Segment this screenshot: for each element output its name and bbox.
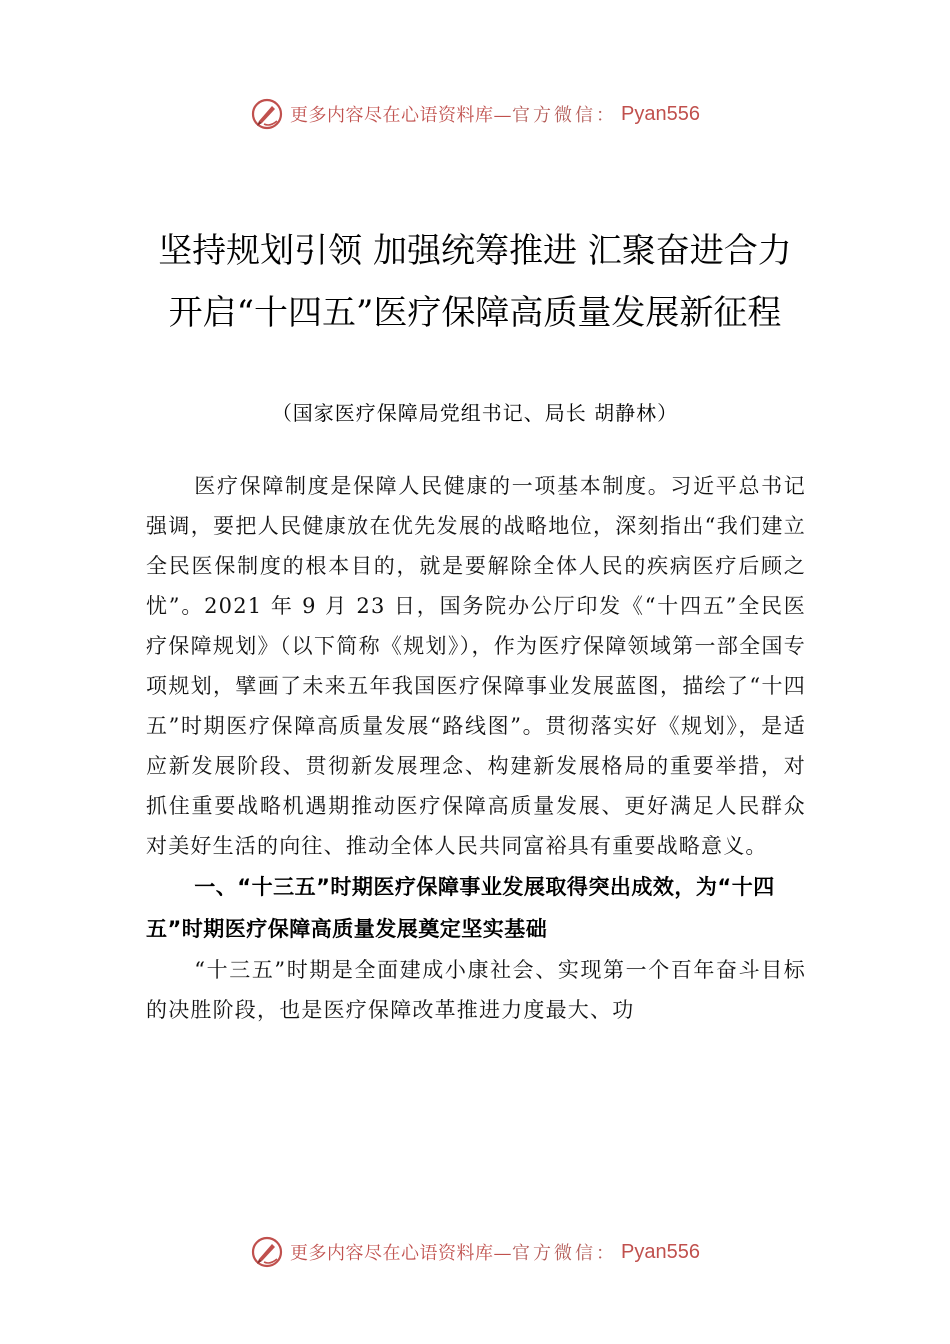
author-byline: （国家医疗保障局党组书记、局长 胡静林）	[271, 401, 679, 425]
document-title: 坚持规划引领 加强统筹推进 汇聚奋进合力 开启“十四五”医疗保障高质量发展新征程	[158, 231, 792, 333]
writing-hand-icon	[250, 1235, 284, 1269]
wechat-id: Pyan556	[621, 102, 700, 125]
wechat-id: Pyan556	[621, 1240, 700, 1263]
section-heading: 一、“十三五”时期医疗保障事业发展取得突出成效，为“十四五”时期医疗保障高质量发展奠定坚实基础	[146, 875, 775, 941]
header-watermark-banner	[0, 94, 950, 134]
intro-paragraph: 医疗保障制度是保障人民健康的一项基本制度。习近平总书记强调，要把人民健康放在优先发展的战略地位，深刻指出“我们建立全民医保制度的根本目的，就是要解除全体人民的疾病医疗后顾之忧”。2021 年 9 月 23 日，国务院办公厅印发《“十四五”全民医疗保障规划》（以下简称《规划》），作为医疗保障领域第一部全国专项规划，擘画了未来五年我国医疗保障事业发展蓝图，描绘了“十四五”时期医疗保障高质量发展“路线图”。贯彻落实好《规划》，是适应新发展阶段、贯彻新发展理念、构建新发展格局的重要举措，对抓住重要战略机遇期推动医疗保障高质量发展、更好满足人民群众对美好生活的向往、推动全体人民共同富裕具有重要战略意义。	[146, 474, 806, 858]
document-body	[146, 466, 806, 1030]
writing-hand-icon	[250, 97, 284, 131]
banner-text: 更多内容尽在心语资料库—官方微信：	[290, 105, 618, 126]
footer-watermark-banner	[0, 1232, 950, 1272]
section-paragraph: “十三五”时期是全面建成小康社会、实现第一个百年奋斗目标的决胜阶段，也是医疗保障改革推进力度最大、功	[146, 958, 806, 1022]
banner-text: 更多内容尽在心语资料库—官方微信：	[290, 1243, 618, 1264]
